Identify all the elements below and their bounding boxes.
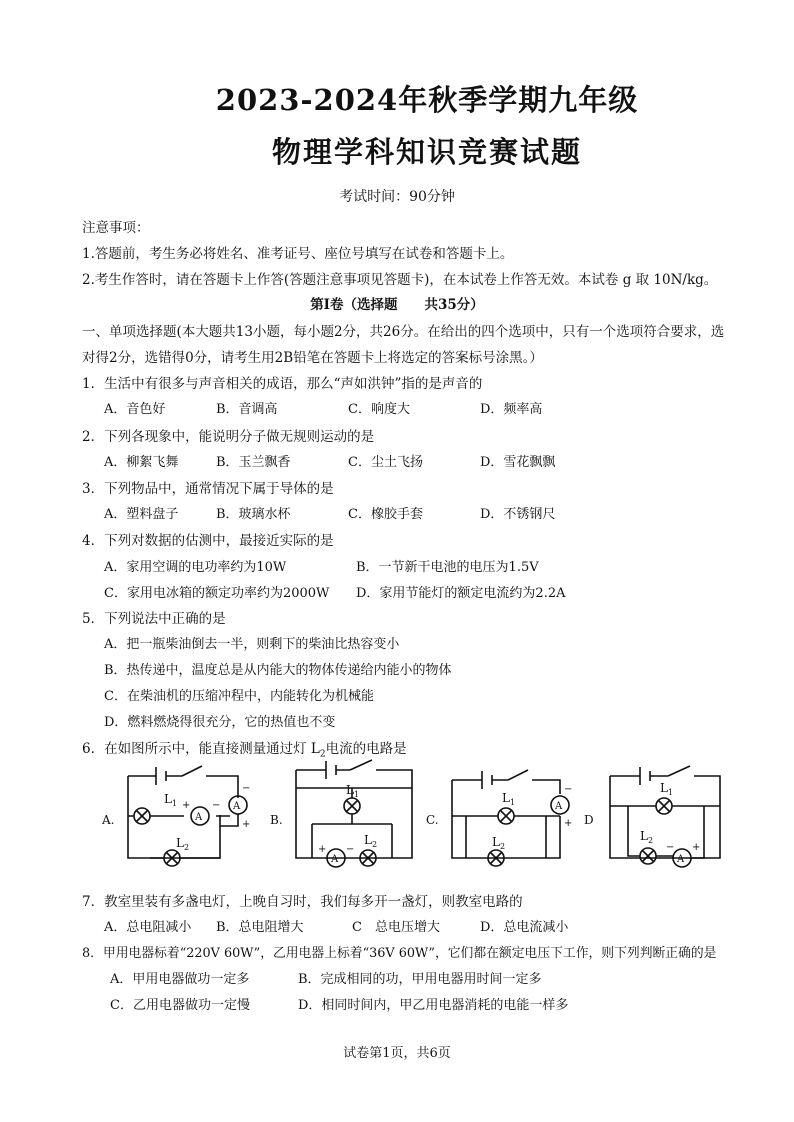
minus-sign: − bbox=[564, 784, 573, 795]
ammeter-label: A bbox=[677, 854, 685, 865]
question-2-stem: 2．下列各现象中，能说明分子做无规则运动的是 bbox=[82, 429, 375, 445]
question-5-option-a: A．把一瓶柴油倒去一半，则剩下的柴油比热容变小 bbox=[104, 637, 400, 652]
question-4-option-b: B．一节新干电池的电压为1.5V bbox=[356, 560, 539, 575]
question-7-option-b: B．总电阻增大 bbox=[216, 920, 304, 935]
notes-item-1: 1.答题前，考生务必将姓名、准考证号、座位号填写在试卷和答题卡上。 bbox=[82, 246, 514, 262]
lamp-l1-label: $L_1$ bbox=[346, 783, 360, 799]
question-6-stem-subscript: 2 bbox=[319, 749, 326, 760]
question-4-option-a: A．家用空调的电功率约为10W bbox=[104, 560, 287, 575]
question-4-option-c: C．家用电冰箱的额定功率约为2000W bbox=[104, 586, 330, 601]
question-1-stem: 1．生活中有很多与声音相关的成语，那么“声如洪钟”指的是声音的 bbox=[82, 376, 483, 392]
lamp-l2-label: $L_2$ bbox=[176, 836, 190, 852]
circuit-b-label: B. bbox=[270, 813, 283, 827]
question-3-option-b: B．玻璃水杯 bbox=[216, 507, 291, 522]
question-2-option-d: D．雪花飘飘 bbox=[480, 455, 556, 470]
circuit-c-label: C. bbox=[426, 813, 439, 827]
section-intro-line1: 一、单项选择题(本大题共13小题，每小题2分，共26分。在给出的四个选项中，只有一个选项符合要求，选 bbox=[82, 324, 725, 340]
question-8-option-a: A．甲用电器做功一定多 bbox=[110, 972, 250, 987]
question-6-stem-prefix: 6．在如图所示中，能直接测量通过灯 L bbox=[82, 741, 320, 757]
question-2-option-a: A．柳絮飞舞 bbox=[104, 455, 179, 470]
question-8-option-b: B．完成相同的功，甲用电器用时间一定多 bbox=[298, 972, 542, 987]
ammeter-label: A bbox=[331, 854, 339, 865]
plus-sign: + bbox=[182, 800, 191, 811]
plus-sign: + bbox=[692, 842, 701, 853]
circuit-d-label: D bbox=[584, 813, 594, 827]
notes-heading: 注意事项： bbox=[82, 220, 150, 236]
plus-sign: + bbox=[564, 818, 573, 829]
section-title: 第Ⅰ卷（选择题 共35分） bbox=[310, 297, 484, 313]
question-3-option-d: D．不锈钢尺 bbox=[480, 507, 556, 522]
page-footer: 试卷第1页，共6页 bbox=[343, 1046, 451, 1061]
minus-sign: − bbox=[212, 800, 221, 811]
question-3-option-c: C．橡胶手套 bbox=[348, 507, 423, 522]
question-2-option-b: B．玉兰飘香 bbox=[216, 455, 291, 470]
lamp-l2-label: $L_2$ bbox=[640, 829, 654, 845]
question-1-option-c: C．响度大 bbox=[348, 402, 410, 417]
lamp-l1-label: $L_1$ bbox=[164, 792, 178, 808]
question-7-option-d: D．总电流减小 bbox=[480, 920, 569, 935]
plus-sign: + bbox=[242, 819, 251, 830]
question-1-option-a: A．音色好 bbox=[104, 402, 166, 417]
question-6-stem bbox=[82, 737, 407, 760]
question-4-stem: 4．下列对数据的估测中，最接近实际的是 bbox=[82, 533, 334, 549]
minus-sign: − bbox=[242, 783, 251, 794]
question-3-stem: 3．下列物品中，通常情况下属于导体的是 bbox=[82, 481, 334, 497]
question-5-stem: 5．下列说法中正确的是 bbox=[82, 611, 226, 627]
question-4-option-d: D．家用节能灯的额定电流约为2.2A bbox=[356, 586, 566, 601]
exam-time: 考试时间：90分钟 bbox=[339, 189, 455, 205]
circuit-c bbox=[452, 770, 569, 866]
question-5-option-b: B．热传递中，温度总是从内能大的物体传递给内能小的物体 bbox=[104, 663, 452, 678]
question-3-option-a: A．塑料盘子 bbox=[104, 507, 179, 522]
circuit-a-label: A. bbox=[102, 813, 115, 827]
minus-sign: − bbox=[666, 842, 675, 853]
lamp-l1-label: $L_1$ bbox=[502, 791, 516, 807]
lamp-l2-label: $L_2$ bbox=[364, 833, 378, 849]
question-5-option-d: D．燃料燃烧得很充分，它的热值也不变 bbox=[104, 715, 336, 730]
question-7-stem: 7．教室里装有多盏电灯，上晚自习时，我们每多开一盏灯，则教室电路的 bbox=[82, 894, 523, 910]
question-7-option-a: A．总电阻减小 bbox=[104, 920, 192, 935]
question-1-option-d: D．频率高 bbox=[480, 402, 543, 417]
question-2-option-c: C．尘土飞扬 bbox=[348, 455, 423, 470]
ammeter-label: A bbox=[555, 801, 563, 812]
question-1-option-b: B．音调高 bbox=[216, 402, 278, 417]
ammeter-label: A bbox=[195, 812, 203, 823]
question-7-option-c: C 总电压增大 bbox=[352, 920, 440, 935]
ammeter-label: A bbox=[233, 801, 241, 812]
minus-sign: − bbox=[346, 844, 355, 855]
exam-title-line2: 物理学科知识竞赛试题 bbox=[271, 135, 582, 169]
question-8-option-c: C．乙用电器做功一定慢 bbox=[110, 998, 250, 1013]
plus-sign: + bbox=[318, 844, 327, 855]
question-8-stem: 8．甲用电器标着“220V 60W”，乙用电器上标着“36V 60W”，它们都在额定电压下工作，则下列判断正确的是 bbox=[82, 946, 717, 961]
circuit-diagrams bbox=[0, 758, 794, 878]
lamp-l2-label: $L_2$ bbox=[492, 835, 506, 851]
notes-item-2: 2.考生作答时，请在答题卡上作答(答题注意事项见答题卡)，在本试卷上作答无效。本试卷 g 取 10N/kg。 bbox=[82, 272, 718, 288]
question-6-stem-suffix: 电流的电路是 bbox=[325, 741, 407, 757]
section-intro-line2: 对得2分，选错得0分，请考生用2B铅笔在答题卡上将选定的答案标号涂黑。） bbox=[82, 350, 543, 366]
lamp-l1-label: $L_1$ bbox=[660, 781, 674, 797]
question-8-option-d: D．相同时间内，甲乙用电器消耗的电能一样多 bbox=[298, 998, 569, 1013]
exam-title-line1: 2023-2024年秋季学期九年级 bbox=[215, 83, 639, 117]
question-5-option-c: C．在柴油机的压缩冲程中，内能转化为机械能 bbox=[104, 689, 374, 704]
